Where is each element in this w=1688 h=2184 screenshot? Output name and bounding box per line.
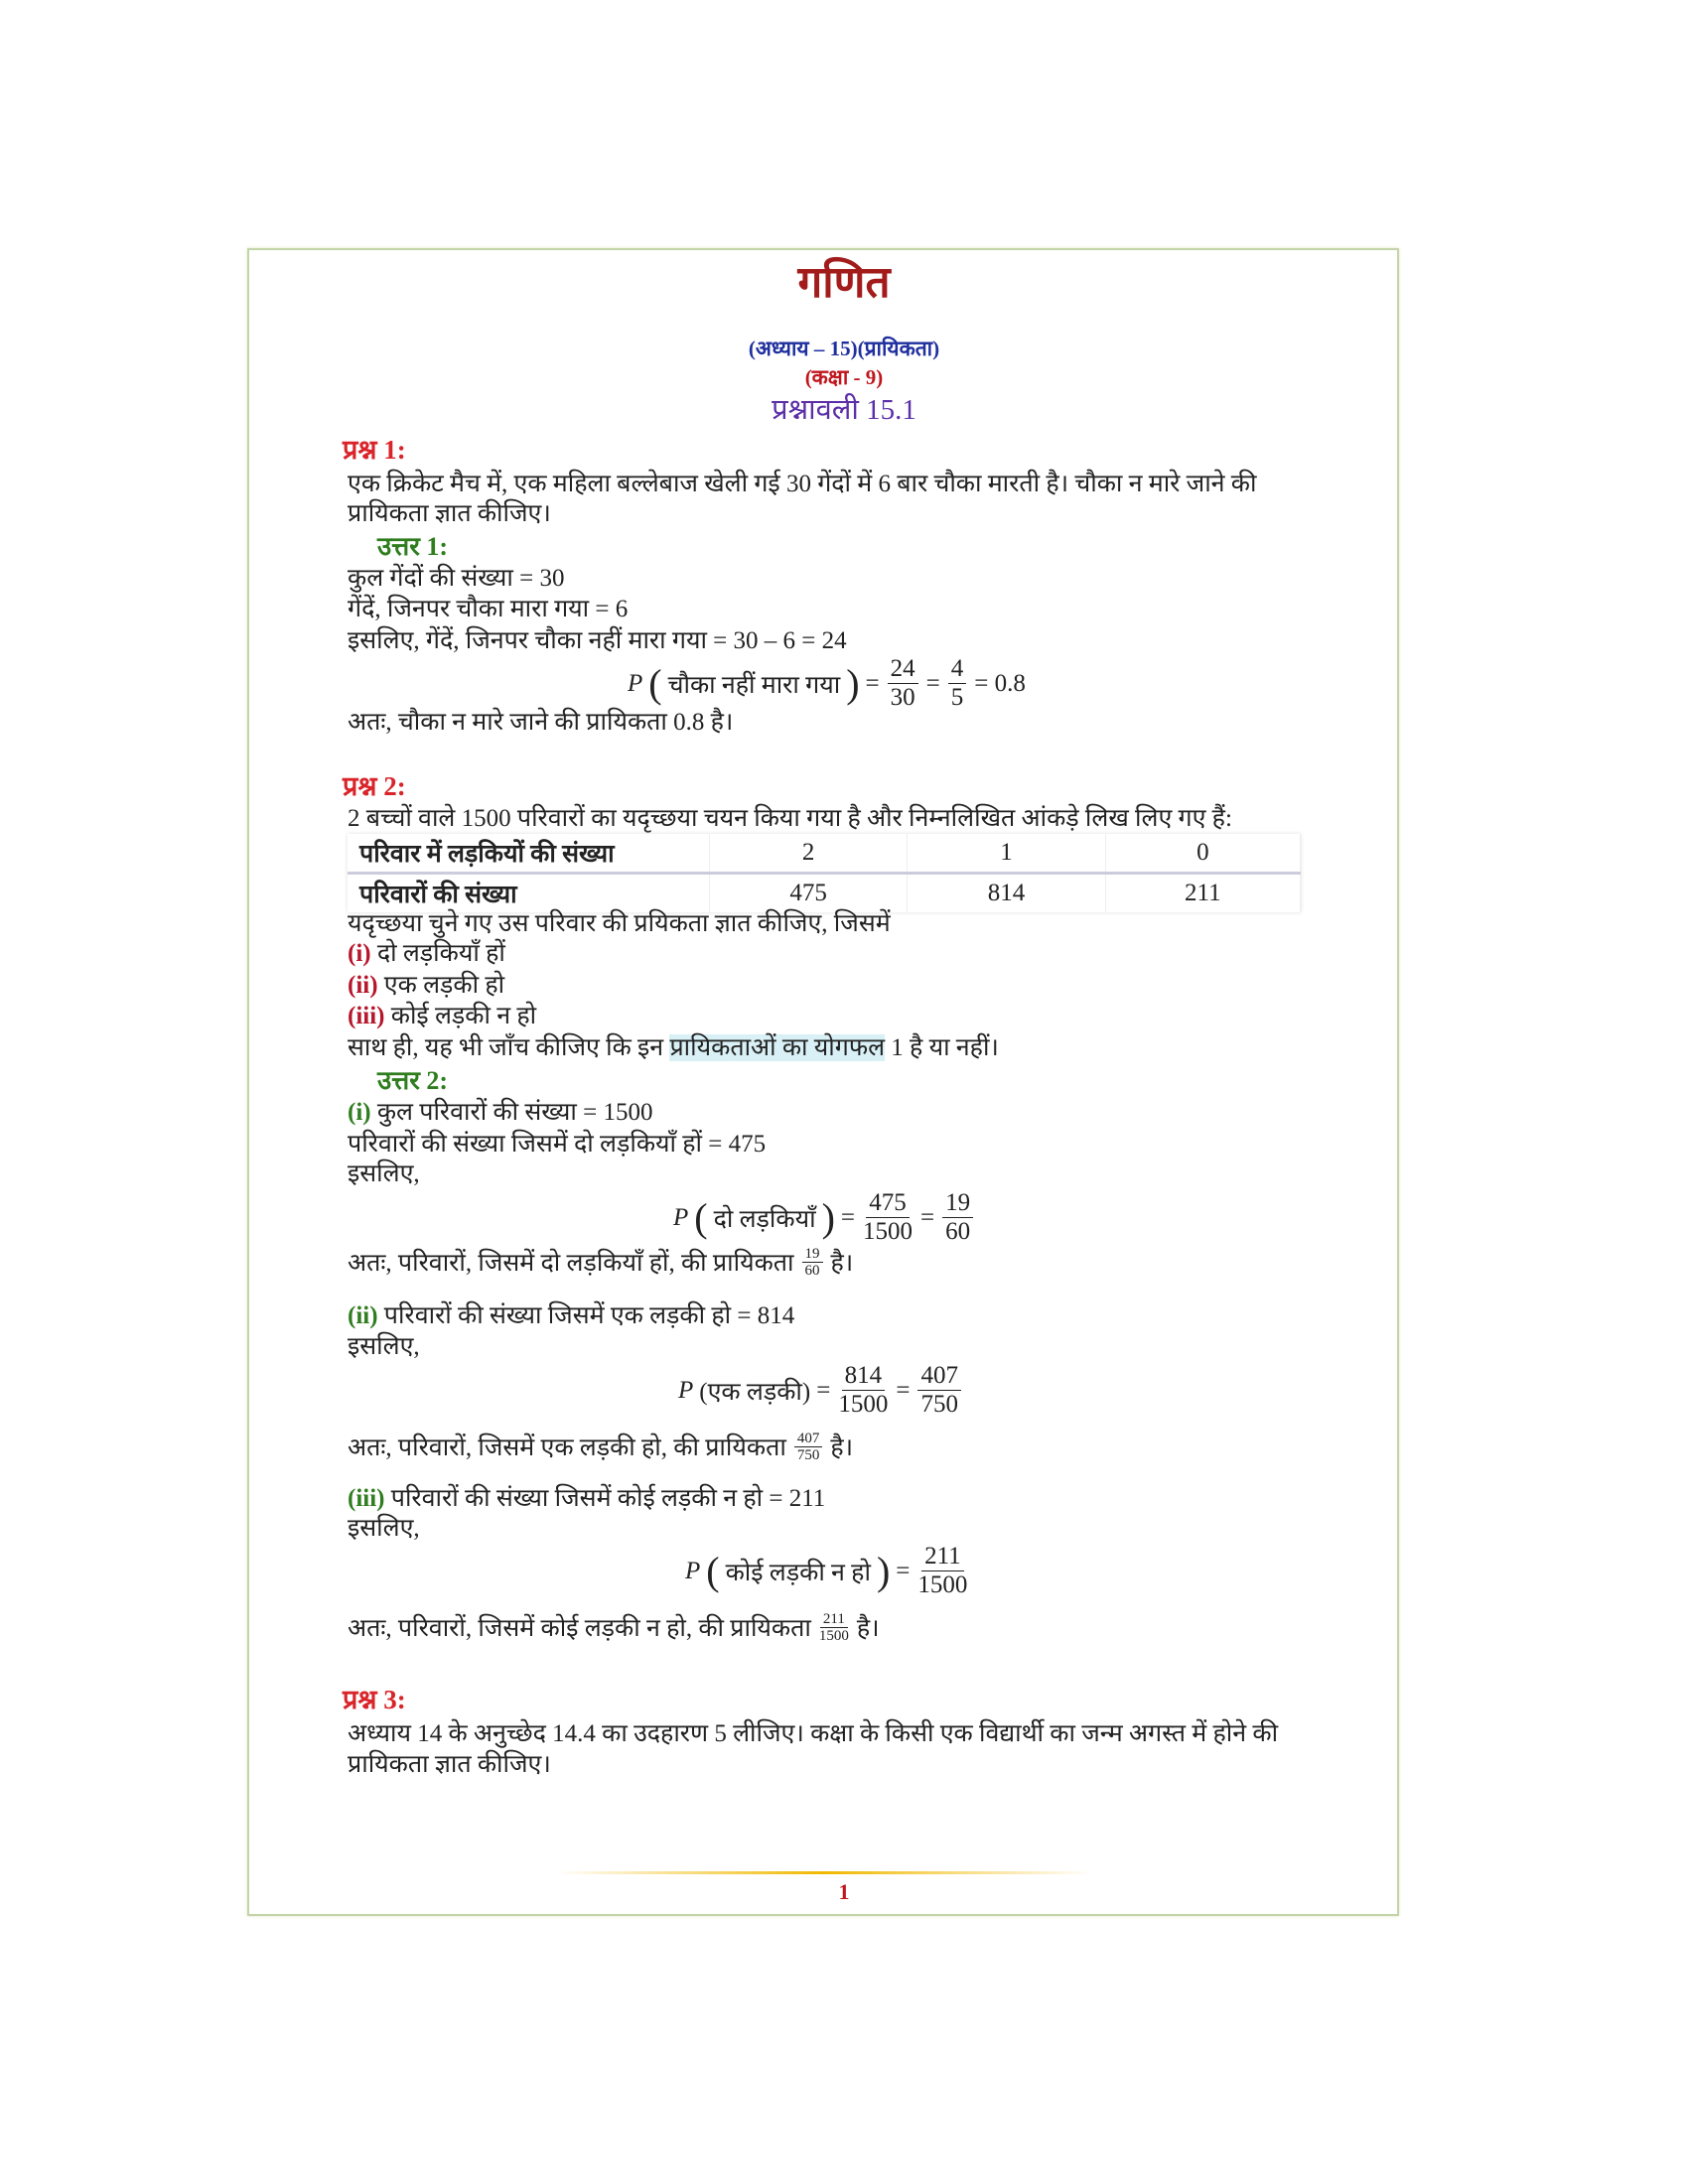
line-text: परिवारों की संख्या जिसमें कोई लड़की न हो = 211 — [390, 1485, 826, 1512]
equals: = — [925, 669, 940, 697]
line-text: कुल परिवारों की संख्या = 1500 — [376, 1099, 653, 1126]
conclusion-text: है। — [830, 1434, 854, 1461]
paren-close: ) — [821, 1194, 835, 1240]
table-cell: 0 — [1105, 834, 1300, 874]
part-text: दो लड़कियाँ हों — [376, 940, 505, 967]
table-cell: 475 — [710, 874, 908, 913]
table-cell: 2 — [710, 834, 908, 874]
paren-close: ) — [876, 1548, 891, 1593]
fraction — [794, 1431, 823, 1463]
answer-2-iii-line — [348, 1484, 825, 1514]
check-text: साथ ही, यह भी जाँच कीजिए कि इन — [348, 1034, 670, 1061]
denominator: 1500 — [818, 1627, 849, 1644]
event-text: (एक लड़की) — [699, 1378, 811, 1406]
answer-2-i-line: परिवारों की संख्या जिसमें दो लड़कियाँ हों = 475 — [348, 1131, 767, 1158]
equals: = — [865, 669, 880, 697]
paren-open: ( — [706, 1548, 720, 1593]
fraction — [838, 1362, 888, 1419]
denominator: 30 — [890, 684, 915, 711]
part-number: (ii) — [348, 1302, 378, 1329]
denominator: 60 — [804, 1262, 820, 1279]
question-2-check — [348, 1033, 999, 1063]
fraction — [888, 655, 918, 712]
answer-1-line: गेंदें, जिनपर चौका मारा गया = 6 — [348, 596, 629, 622]
conclusion-text: है। — [856, 1615, 880, 1642]
answer-1-line: कुल गेंदों की संख्या = 30 — [348, 565, 565, 592]
answer-2-ii-formula — [678, 1362, 963, 1419]
paren-open: ( — [694, 1194, 708, 1240]
fraction — [942, 1189, 973, 1246]
denominator: 60 — [945, 1218, 971, 1245]
check-text: 1 है या नहीं। — [885, 1034, 999, 1061]
denominator: 1500 — [838, 1391, 889, 1418]
p-symbol: P — [673, 1203, 689, 1231]
conclusion-text: अतः, परिवारों, जिसमें कोई लड़की न हो, की प्रायिकता — [348, 1615, 811, 1642]
equals: = — [896, 1557, 911, 1584]
answer-2-ii-conclusion — [348, 1430, 853, 1463]
conclusion-text: है। — [830, 1250, 854, 1277]
numerator: 814 — [842, 1362, 886, 1391]
paren-close: ) — [846, 660, 860, 706]
therefore-text: इसलिए, — [348, 1515, 420, 1542]
numerator: 19 — [942, 1189, 973, 1218]
question-1-label: प्रश्न 1: — [343, 435, 406, 465]
conclusion-text: अतः, परिवारों, जिसमें एक लड़की हो, की प्रायिकता — [348, 1434, 786, 1461]
answer-1-formula — [628, 655, 1026, 712]
table-cell: 814 — [908, 874, 1105, 913]
table-row — [348, 834, 1301, 874]
table-cell: 1 — [908, 834, 1105, 874]
equals: = — [816, 1376, 831, 1404]
answer-2-ii-line — [348, 1301, 794, 1331]
class-label: (कक्षा - 9) — [804, 365, 884, 389]
paren-open: ( — [648, 660, 662, 706]
numerator: 19 — [802, 1246, 823, 1263]
fraction — [917, 1362, 961, 1419]
part-number: (i) — [348, 1099, 371, 1126]
denominator: 5 — [950, 684, 964, 711]
p-symbol: P — [628, 669, 643, 697]
question-1-text-cont: प्रायिकता ज्ञात कीजिए। — [348, 500, 551, 527]
answer-2-label: उत्तर 2: — [377, 1066, 449, 1095]
result: = 0.8 — [974, 669, 1026, 697]
chapter-subtitle: (अध्याय – 15)(प्रायिकता) — [748, 337, 940, 360]
denominator: 1500 — [863, 1218, 914, 1245]
question-3-text-cont: प्रायिकता ज्ञात कीजिए। — [348, 1751, 551, 1778]
answer-2-i-conclusion — [348, 1245, 853, 1279]
fraction — [948, 655, 967, 712]
fraction — [802, 1246, 823, 1279]
numerator: 407 — [917, 1362, 961, 1391]
part-number: (iii) — [348, 1003, 385, 1029]
row-header: परिवारों की संख्या — [348, 874, 710, 913]
data-table — [348, 834, 1301, 912]
part-text: कोई लड़की न हो — [390, 1003, 537, 1029]
numerator: 475 — [866, 1189, 910, 1218]
denominator: 1500 — [917, 1571, 968, 1598]
answer-2-i-formula — [673, 1189, 975, 1246]
part-number: (ii) — [348, 972, 378, 999]
denominator: 750 — [796, 1446, 820, 1463]
conclusion-text: अतः, परिवारों, जिसमें दो लड़कियाँ हों, की प्रायिकता — [348, 1250, 794, 1277]
table-row — [348, 874, 1301, 913]
answer-2-iii-formula — [685, 1543, 969, 1599]
answer-1-label: उत्तर 1: — [377, 532, 449, 561]
question-2-ask: यदृच्छया चुने गए उस परिवार की प्रयिकता ज्ञात कीजिए, जिसमें — [348, 910, 891, 937]
fraction — [863, 1189, 913, 1246]
page-title: गणित — [797, 258, 891, 307]
question-1-text: एक क्रिकेट मैच में, एक महिला बल्लेबाज खेली गई 30 गेंदों में 6 बार चौका मारती है। चौका न मारे जाने की — [348, 471, 1257, 497]
numerator: 24 — [888, 655, 918, 684]
page-number: 1 — [838, 1879, 850, 1904]
footer-divider — [556, 1871, 1092, 1874]
equals: = — [920, 1203, 935, 1231]
exercise-heading: प्रश्नावली 15.1 — [772, 394, 916, 426]
therefore-text: इसलिए, — [348, 1333, 420, 1360]
fraction — [819, 1611, 849, 1644]
p-symbol: P — [678, 1376, 694, 1404]
numerator: 407 — [794, 1431, 823, 1447]
highlighted-text: प्रायिकताओं का योगफल — [669, 1034, 886, 1061]
equals: = — [896, 1376, 911, 1404]
question-3-label: प्रश्न 3: — [343, 1685, 406, 1714]
line-text: परिवारों की संख्या जिसमें एक लड़की हो = 814 — [383, 1302, 795, 1329]
question-3-text: अध्याय 14 के अनुच्छेद 14.4 का उदहारण 5 लीजिए। कक्षा के किसी एक विद्यार्थी का जन्म अगस्त में होने की — [348, 1720, 1279, 1747]
event-text: दो लड़कियाँ — [713, 1205, 816, 1233]
question-2-label: प्रश्न 2: — [343, 771, 406, 801]
numerator: 211 — [820, 1611, 848, 1628]
question-2-part — [348, 939, 505, 969]
event-text: कोई लड़की न हो — [725, 1559, 871, 1586]
row-header: परिवार में लड़कियों की संख्या — [348, 834, 710, 874]
equals: = — [840, 1203, 856, 1231]
answer-2-iii-conclusion — [348, 1610, 880, 1644]
numerator: 4 — [948, 655, 967, 684]
part-number: (i) — [348, 940, 371, 967]
table-cell: 211 — [1105, 874, 1300, 913]
question-2-intro: 2 बच्चों वाले 1500 परिवारों का यदृच्छया चयन किया गया है और निम्नलिखित आंकड़े लिख लिए गए हैं: — [348, 805, 1232, 832]
question-2-part — [348, 971, 504, 1001]
answer-1-conclusion: अतः, चौका न मारे जाने की प्रायिकता 0.8 है। — [348, 709, 734, 736]
answer-1-line: इसलिए, गेंदें, जिनपर चौका नहीं मारा गया = 30 – 6 = 24 — [348, 627, 847, 654]
numerator: 211 — [921, 1543, 964, 1571]
therefore-text: इसलिए, — [348, 1160, 420, 1187]
event-text: चौका नहीं मारा गया — [667, 671, 841, 699]
fraction — [917, 1543, 967, 1599]
question-2-part — [348, 1002, 536, 1031]
part-text: एक लड़की हो — [383, 972, 505, 999]
denominator: 750 — [920, 1391, 958, 1418]
part-number: (iii) — [348, 1485, 385, 1512]
answer-2-i-line — [348, 1098, 653, 1128]
p-symbol: P — [685, 1557, 701, 1584]
